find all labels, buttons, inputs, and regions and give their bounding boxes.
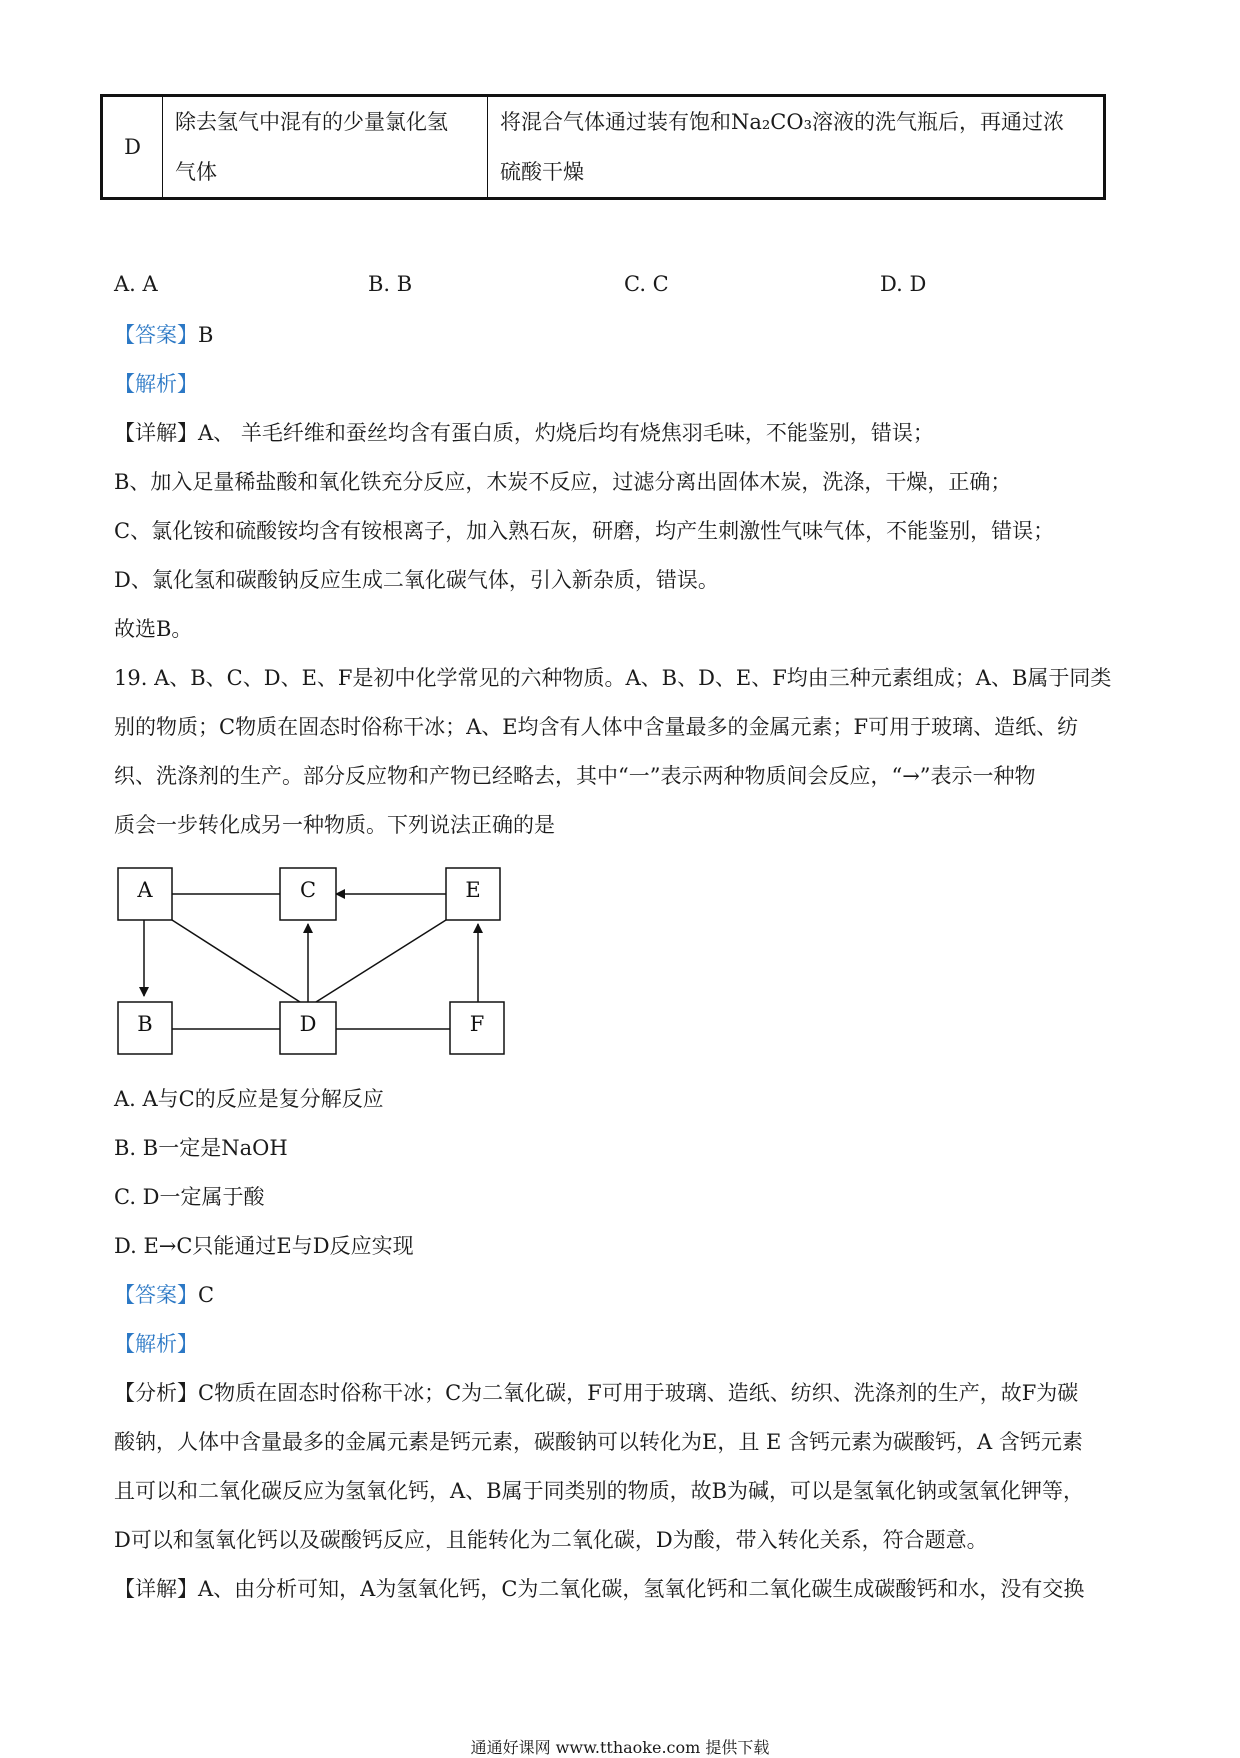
q19-detail-line-1 bbox=[114, 1574, 1084, 1604]
node-e-label: E bbox=[465, 878, 481, 902]
q19-fenxi-line-4: D可以和氢氧化钙以及碳酸钙反应，且能转化为二氧化碳，D为酸，带入转化关系，符合题意。 bbox=[114, 1528, 988, 1552]
detail-text: A、由分析可知，A为氢氧化钙，C为二氧化碳，氢氧化钙和二氧化碳生成碳酸钙和水，没有交换 bbox=[198, 1577, 1085, 1601]
q18-conclusion: 故选B。 bbox=[114, 617, 193, 641]
row-label: D bbox=[102, 96, 163, 199]
choice-b: B. B bbox=[368, 272, 413, 296]
line-e-d bbox=[316, 920, 446, 1002]
choice-a: A. A bbox=[114, 272, 158, 296]
q18-detail-line-2: B、加入足量稀盐酸和氧化铁充分反应，木炭不反应，过滤分离出固体木炭，洗涤，干燥，正确； bbox=[114, 470, 1012, 494]
node-f-label: F bbox=[469, 1012, 485, 1036]
detail-tag: 【详解】 bbox=[114, 1577, 198, 1601]
line-a-d bbox=[172, 920, 300, 1002]
q19-fenxi-line-3: 且可以和二氧化碳反应为氢氧化钙，A、B属于同类别的物质，故B为碱，可以是氢氧化钠或氢氧化钾等， bbox=[114, 1479, 1085, 1503]
q19-stem-line-3: 织、洗涤剂的生产。部分反应物和产物已经略去，其中“一”表示两种物质间会反应，“→”表示一种物 bbox=[114, 764, 1036, 788]
method-line-2: 硫酸干燥 bbox=[500, 160, 584, 184]
q18-detail-line-4: D、氯化氢和碳酸钠反应生成二氧化碳气体，引入新杂质，错误。 bbox=[114, 568, 719, 592]
choice-c: C. C bbox=[624, 272, 669, 296]
purpose-line-2: 气体 bbox=[175, 160, 217, 184]
q19-fenxi-line-2: 酸钠，人体中含量最多的金属元素是钙元素，碳酸钠可以转化为E，且 E 含钙元素为碳酸钙，A 含钙元素 bbox=[114, 1430, 1083, 1454]
answer-value: C bbox=[198, 1283, 215, 1307]
method-line-1: 将混合气体通过装有饱和Na₂CO₃溶液的洗气瓶后，再通过浓 bbox=[500, 110, 1065, 134]
answer-tag: 【答案】 bbox=[114, 323, 198, 347]
q19-option-d: D. E→C只能通过E与D反应实现 bbox=[114, 1234, 414, 1258]
detail-text: A、 羊毛纤维和蚕丝均含有蛋白质，灼烧后均有烧焦羽毛味，不能鉴别，错误； bbox=[198, 421, 934, 445]
node-a-label: A bbox=[137, 878, 153, 902]
detail-tag: 【详解】 bbox=[114, 421, 198, 445]
choice-d: D. D bbox=[880, 272, 927, 296]
q19-answer bbox=[114, 1280, 214, 1310]
q19-stem-line-2: 别的物质；C物质在固态时俗称干冰；A、E均含有人体中含量最多的金属元素；F可用于玻璃、造纸、纺 bbox=[114, 715, 1079, 739]
q19-option-b: B. B一定是NaOH bbox=[114, 1136, 288, 1160]
node-d-label: D bbox=[299, 1012, 317, 1036]
q19-stem-line-1: 19. A、B、C、D、E、F是初中化学常见的六种物质。A、B、D、E、F均由三种元素组成；A、B属于同类 bbox=[114, 666, 1112, 690]
q19-analysis-tag: 【解析】 bbox=[114, 1332, 198, 1356]
node-c-label: C bbox=[299, 878, 317, 902]
purpose-line-1: 除去氢气中混有的少量氯化氢 bbox=[175, 110, 448, 134]
fenxi-text: C物质在固态时俗称干冰；C为二氧化碳，F可用于玻璃、造纸、纺织、洗涤剂的生产，故F为碳 bbox=[198, 1381, 1079, 1405]
page-footer: 通通好课网 www.tthaoke.com 提供下载 bbox=[470, 1738, 770, 1757]
answer-tag: 【答案】 bbox=[114, 1283, 198, 1307]
q19-stem-line-4: 质会一步转化成另一种物质。下列说法正确的是 bbox=[114, 813, 555, 837]
q19-option-c: C. D一定属于酸 bbox=[114, 1185, 265, 1209]
node-b-label: B bbox=[137, 1012, 153, 1036]
q18-analysis-tag: 【解析】 bbox=[114, 372, 198, 396]
q19-fenxi-line-1 bbox=[114, 1378, 1078, 1408]
answer-value: B bbox=[198, 323, 214, 347]
fenxi-tag: 【分析】 bbox=[114, 1381, 198, 1405]
q18-detail-line-3: C、氯化铵和硫酸铵均含有铵根离子，加入熟石灰，研磨，均产生刺激性气味气体，不能鉴别，错误； bbox=[114, 519, 1055, 543]
q19-option-a: A. A与C的反应是复分解反应 bbox=[114, 1087, 384, 1111]
